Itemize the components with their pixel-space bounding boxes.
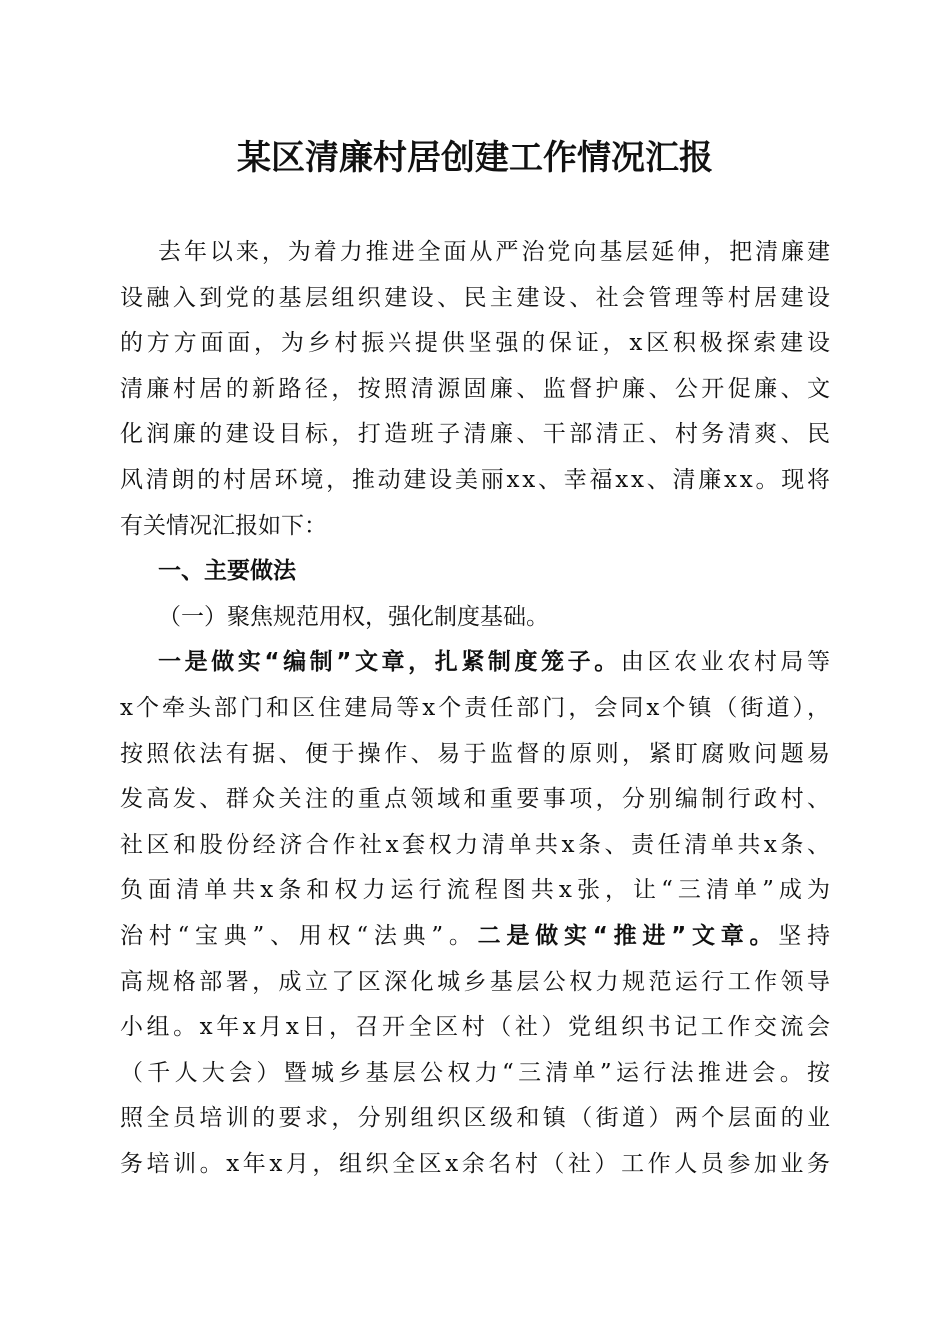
text-line: 治村“宝典”、用权“法典”。二是做实“推进”文章。坚持 — [120, 914, 830, 960]
text-line: 一是做实“编制”文章，扎紧制度笼子。由区农业农村局等 — [120, 640, 830, 686]
lead-sentence: 二是做实“推进”文章。 — [477, 922, 779, 949]
text-line: 负面清单共x条和权力运行流程图共x张，让“三清单”成为 — [120, 877, 836, 904]
text-line: 清廉村居的新路径，按照清源固廉、监督护廉、公开促廉、文 — [120, 375, 834, 402]
text-line: 务培训。x年x月，组织全区x余名村（社）工作人员参加业务 — [120, 1150, 834, 1177]
text-line: 化润廉的建设目标，打造班子清廉、干部清正、村务清爽、民 — [120, 421, 834, 448]
text-line: 的方方面面，为乡村振兴提供坚强的保证，x区积极探索建设 — [120, 330, 834, 357]
text-line: 社区和股份经济合作社x套权力清单共x条、责任清单共x条、 — [120, 831, 834, 858]
section-heading: 一、主要做法 — [158, 558, 296, 585]
text-line: 照全员培训的要求，分别组织区级和镇（街道）两个层面的业 — [120, 1105, 834, 1132]
text-line: 按照依法有据、便于操作、易于监督的原则，紧盯腐败问题易 — [120, 740, 834, 767]
subsection-heading: （一）聚焦规范用权，强化制度基础。 — [158, 603, 549, 630]
document-title: 某区清廉村居创建工作情况汇报 — [237, 138, 713, 178]
text-line: 发高发、群众关注的重点领域和重要事项，分别编制行政村、 — [120, 786, 834, 813]
text-line: 风清朗的村居环境，推动建设美丽xx、幸福xx、清廉xx。现将 — [120, 466, 833, 493]
text-line: 去年以来，为着力推进全面从严治党向基层延伸，把清廉建 — [158, 239, 833, 265]
lead-sentence: 一是做实“编制”文章，扎紧制度笼子。 — [158, 649, 621, 676]
text-line: 高规格部署，成立了区深化城乡基层公权力规范运行工作领导 — [120, 968, 834, 995]
text-line: x个牵头部门和区住建局等x个责任部门，会同x个镇（街道）， — [120, 694, 834, 721]
text-line: （千人大会）暨城乡基层公权力“三清单”运行法推进会。按 — [120, 1059, 835, 1086]
document-body — [120, 230, 836, 1187]
text-line: 小组。x年x月x日，召开全区村（社）党组织书记工作交流会 — [120, 1014, 834, 1041]
text-line: 设融入到党的基层组织建设、民主建设、社会管理等村居建设 — [120, 284, 834, 311]
text-line: 有关情况汇报如下： — [120, 512, 327, 539]
